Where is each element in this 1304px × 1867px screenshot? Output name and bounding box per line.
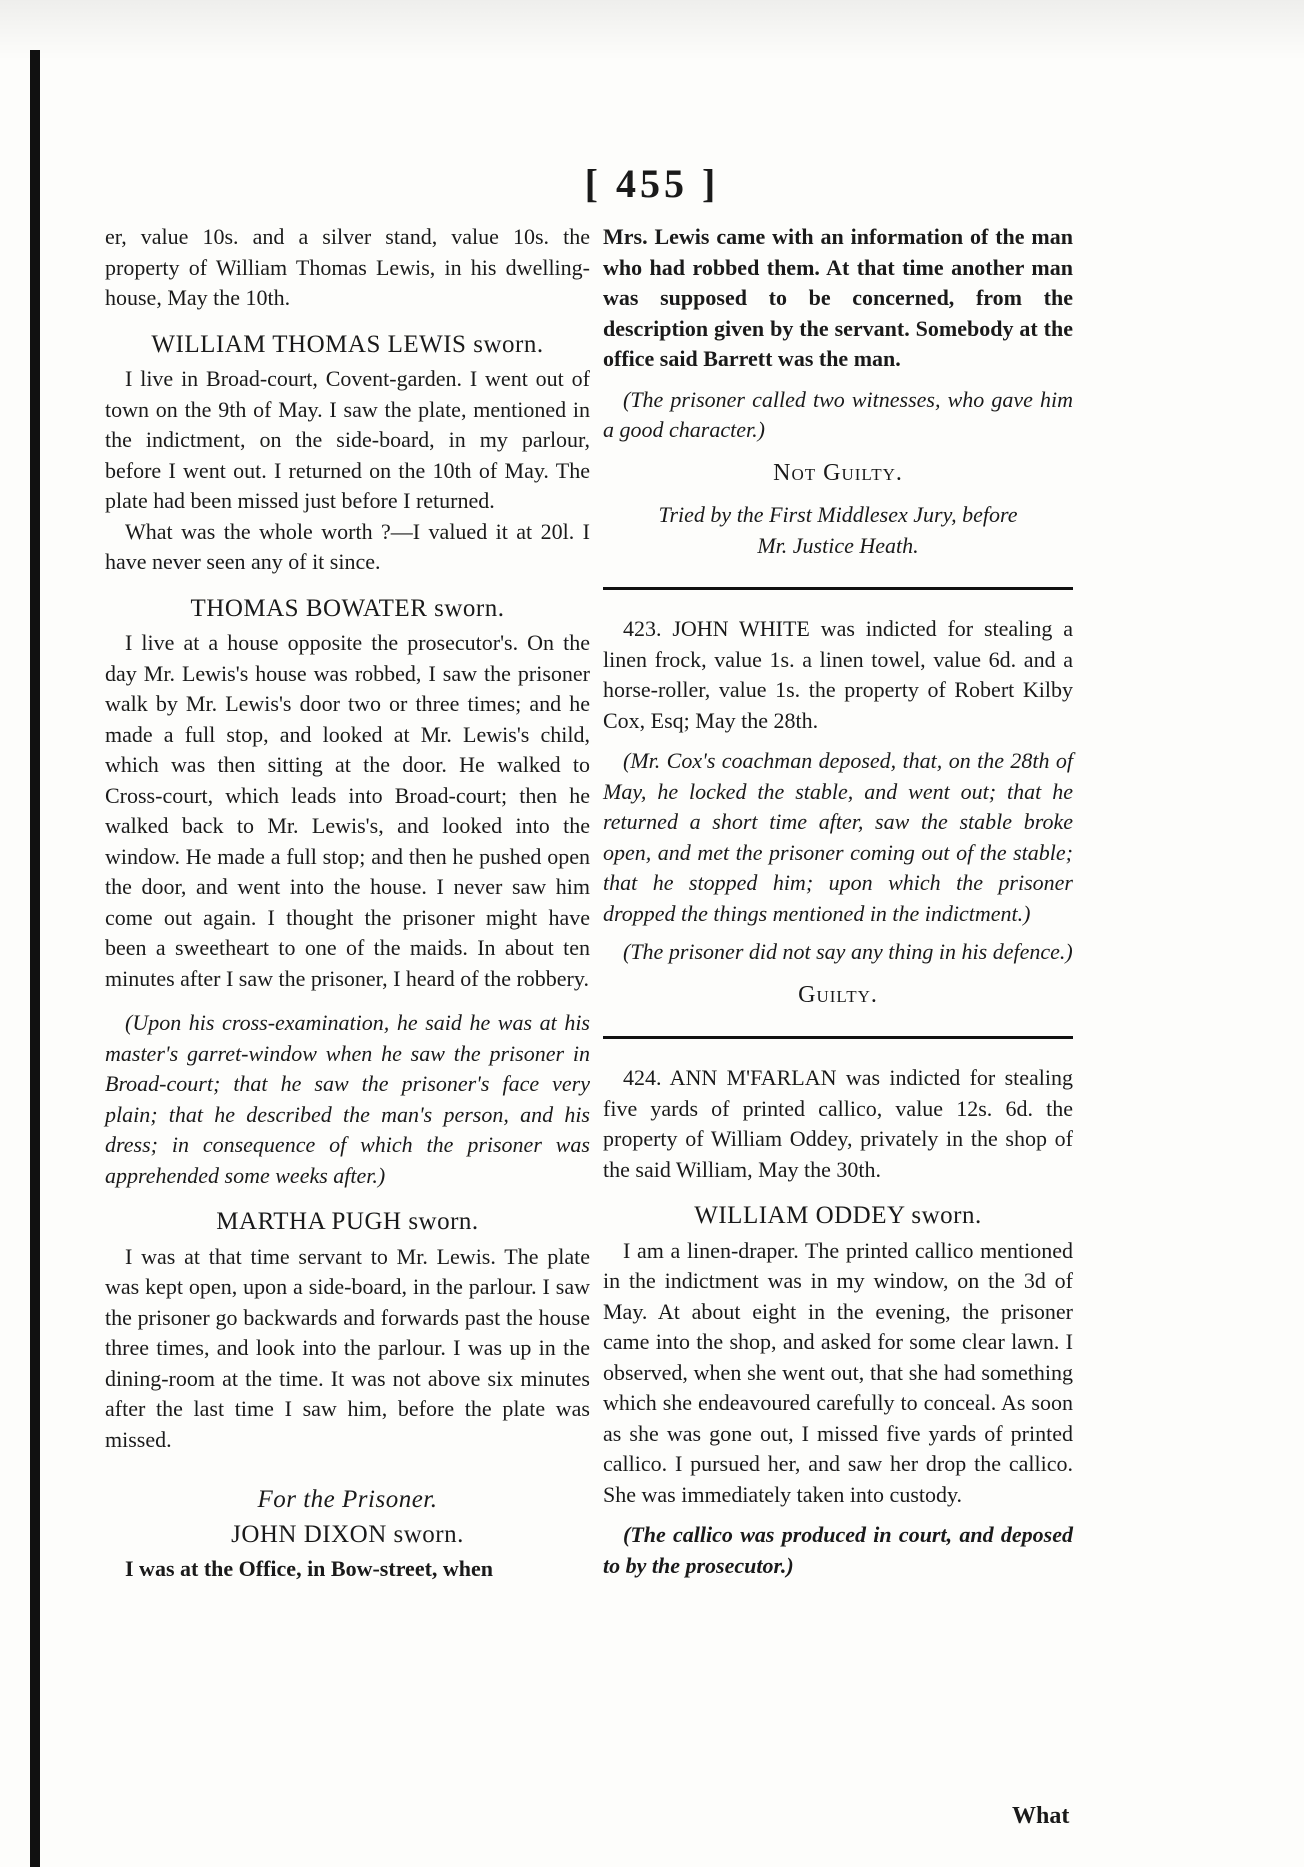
witness-note: (The prisoner called two witnesses, who gave him a good character.)	[603, 386, 1073, 442]
deposition-note: (Mr. Cox's coachman deposed, that, on the 28th of May, he locked the stable, and went out; that he returned a short time after, saw the stable broke open, and met the prisoner coming out of the stable; that he stopped him; upon which the prisoner dropped the things mentioned in the indictment.)	[603, 748, 1073, 926]
scan-top-noise	[0, 0, 1304, 60]
binding-edge	[30, 50, 40, 1867]
trial-note: Tried by the First Middlesex Jury, before	[658, 502, 1018, 527]
right-column	[603, 222, 1073, 1581]
witness-heading: THOMAS BOWATER sworn.	[190, 594, 505, 622]
paragraph: I was at that time servant to Mr. Lewis. The plate was kept open, upon a side-board, in the parlour. I saw the prisoner go backwards and forwards past the house three times, and look into the parlour. I was up in the dining-room at the time. It was not above six minutes after the last time I saw him, before the plate was missed.	[105, 1243, 590, 1452]
witness-heading: JOHN DIXON sworn.	[231, 1520, 464, 1548]
trial-note: Mr. Justice Heath.	[757, 532, 919, 558]
paragraph: What was the whole worth ?—I valued it at 20l. I have never seen any of it since.	[105, 518, 590, 574]
verdict: Not Guilty.	[773, 459, 903, 486]
production-note: (The callico was produced in court, and deposed to by the prosecutor.)	[603, 1522, 1073, 1578]
section-rule	[603, 1036, 1073, 1039]
section-heading: For the Prisoner.	[257, 1486, 438, 1513]
paragraph: I live in Broad-court, Covent-garden. I went out of town on the 9th of May. I saw the plate, mentioned in the indictment, on the side-board, in my parlour, before I went out. I returned on the 10th of May. The plate had been missed just before I returned.	[105, 366, 590, 513]
cross-examination-note: (Upon his cross-examination, he said he was at his master's garret-window when he saw the prisoner in Broad-court; that he saw the prisoner's face very plain; that he described the man's person, and his dress; in consequence of which the prisoner was apprehended some weeks after.)	[105, 1010, 590, 1188]
case-paragraph: 424. ANN M'FARLAN was indicted for stealing five yards of printed callico, value 12s. 6d. the property of William Oddey, privately in the shop of the said William, May the 30th.	[603, 1065, 1073, 1182]
paragraph: I was at the Office, in Bow-street, when	[125, 1556, 494, 1581]
catchword: What	[1012, 1803, 1070, 1829]
witness-heading: MARTHA PUGH sworn.	[216, 1208, 479, 1235]
paragraph: I am a linen-draper. The printed callico mentioned in the indictment was in my window, on the 3d of May. At about eight in the evening, the prisoner came into the shop, and asked for some clear lawn. I observed, when she went out, that she had something which she endeavoured carefully to conceal. As soon as she was gone out, I missed five yards of printed callico. I pursued her, and saw her drop the callico. She was immediately taken into custody.	[603, 1237, 1073, 1507]
defence-note: (The prisoner did not say any thing in his defence.)	[623, 939, 1073, 964]
left-column	[105, 222, 590, 1585]
paragraph: Mrs. Lewis came with an information of the man who had robbed them. At that time another man was supposed to be concerned, from the description given by the servant. Somebody at the office said Barrett was the man.	[603, 224, 1073, 371]
witness-heading: WILLIAM ODDEY sworn.	[694, 1202, 982, 1229]
witness-heading: WILLIAM THOMAS LEWIS sworn.	[151, 330, 544, 358]
verdict: Guilty.	[798, 981, 878, 1008]
case-paragraph: 423. JOHN WHITE was indicted for stealing a linen frock, value 1s. a linen towel, value 6d. and a horse-roller, value 1s. the property of Robert Kilby Cox, Esq; May the 28th.	[603, 616, 1073, 733]
paragraph: er, value 10s. and a silver stand, value 10s. the property of William Thomas Lewis, in his dwelling-house, May the 10th.	[105, 224, 590, 310]
section-rule	[603, 587, 1073, 590]
page-number: [ 455 ]	[584, 161, 720, 206]
paragraph: I live at a house opposite the prosecutor's. On the day Mr. Lewis's house was robbed, I saw the prisoner walk by Mr. Lewis's door two or three times; and he made a full stop, and looked at Mr. Lewis's child, which was then sitting at the door. He walked to Cross-court, which leads into Broad-court; then he walked back to Mr. Lewis's, and looked into the window. He made a full stop; and then he pushed open the door, and went into the house. I never saw him come out again. I thought the prisoner might have been a sweetheart to one of the maids. In about ten minutes after I saw the prisoner, I heard of the robbery.	[105, 630, 590, 991]
